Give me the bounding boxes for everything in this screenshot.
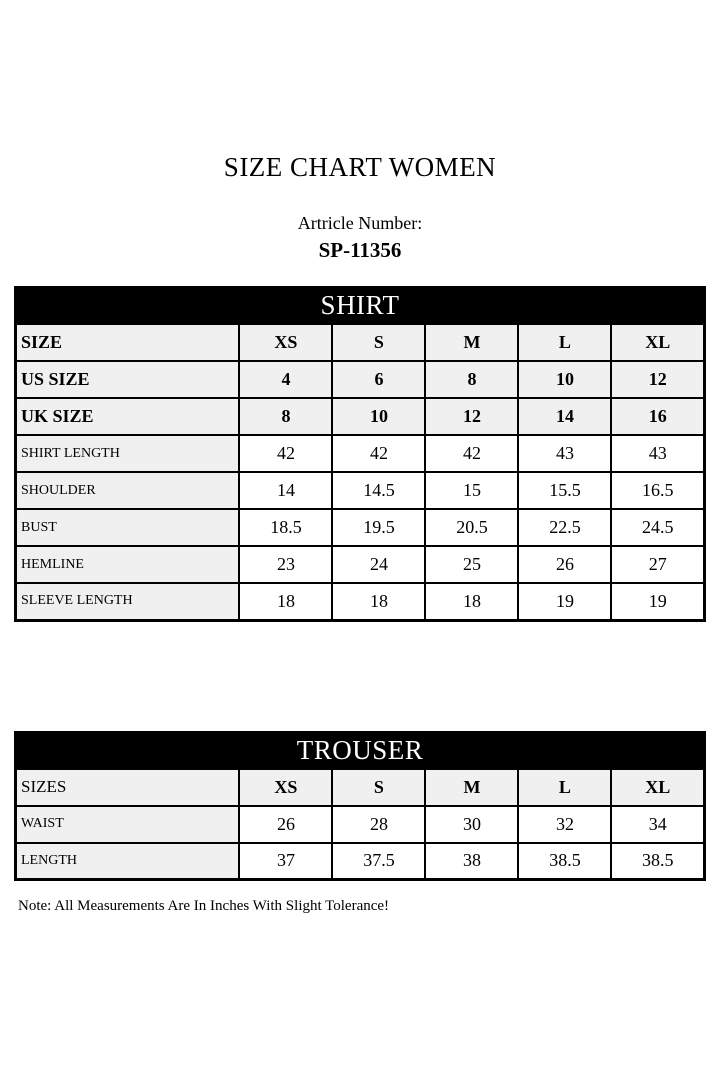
cell-value: S — [332, 769, 425, 806]
table-row — [16, 398, 705, 435]
cell-value: 12 — [425, 398, 518, 435]
cell-value: 18 — [239, 583, 332, 620]
row-label: WAIST — [16, 806, 240, 843]
cell-value: 15 — [425, 472, 518, 509]
shirt-size-table — [14, 286, 706, 622]
row-label: BUST — [16, 509, 240, 546]
cell-value: 38.5 — [611, 843, 704, 880]
cell-value: 10 — [332, 398, 425, 435]
cell-value: XS — [239, 324, 332, 361]
cell-value: 32 — [518, 806, 611, 843]
row-label: US SIZE — [16, 361, 240, 398]
cell-value: 6 — [332, 361, 425, 398]
row-label: UK SIZE — [16, 398, 240, 435]
cell-value: 19 — [518, 583, 611, 620]
row-label: SIZES — [16, 769, 240, 806]
cell-value: L — [518, 324, 611, 361]
cell-value: 43 — [611, 435, 704, 472]
cell-value: 24 — [332, 546, 425, 583]
table-title-row — [16, 287, 705, 324]
cell-value: 23 — [239, 546, 332, 583]
row-label: HEMLINE — [16, 546, 240, 583]
article-number-label: Artricle Number: — [297, 213, 423, 233]
table-row — [16, 546, 705, 583]
table-row — [16, 361, 705, 398]
table-row — [16, 769, 705, 806]
table-row — [16, 843, 705, 880]
cell-value: M — [425, 324, 518, 361]
cell-value: 38.5 — [518, 843, 611, 880]
page-title: SIZE CHART WOMEN — [223, 152, 497, 182]
cell-value: 14.5 — [332, 472, 425, 509]
cell-value: 37.5 — [332, 843, 425, 880]
cell-value: 16.5 — [611, 472, 704, 509]
cell-value: XL — [611, 769, 704, 806]
cell-value: 42 — [332, 435, 425, 472]
cell-value: 15.5 — [518, 472, 611, 509]
row-label: SLEEVE LENGTH — [16, 583, 240, 620]
cell-value: 24.5 — [611, 509, 704, 546]
cell-value: 4 — [239, 361, 332, 398]
table-title-row — [16, 732, 705, 769]
table-row — [16, 583, 705, 620]
trouser-size-table — [14, 731, 706, 882]
cell-value: 14 — [518, 398, 611, 435]
cell-value: 42 — [239, 435, 332, 472]
cell-value: 30 — [425, 806, 518, 843]
trouser-table-title: TROUSER — [16, 732, 705, 769]
table-row — [16, 472, 705, 509]
cell-value: 22.5 — [518, 509, 611, 546]
cell-value: M — [425, 769, 518, 806]
article-number-value: SP-11356 — [318, 238, 402, 262]
cell-value: 27 — [611, 546, 704, 583]
row-label: SIZE — [16, 324, 240, 361]
cell-value: 18.5 — [239, 509, 332, 546]
cell-value: 34 — [611, 806, 704, 843]
cell-value: 20.5 — [425, 509, 518, 546]
cell-value: 26 — [239, 806, 332, 843]
cell-value: 25 — [425, 546, 518, 583]
cell-value: 16 — [611, 398, 704, 435]
cell-value: S — [332, 324, 425, 361]
cell-value: 28 — [332, 806, 425, 843]
shirt-table-title: SHIRT — [16, 287, 705, 324]
cell-value: XS — [239, 769, 332, 806]
cell-value: 19.5 — [332, 509, 425, 546]
table-row — [16, 509, 705, 546]
cell-value: L — [518, 769, 611, 806]
cell-value: 14 — [239, 472, 332, 509]
cell-value: 37 — [239, 843, 332, 880]
cell-value: XL — [611, 324, 704, 361]
cell-value: 8 — [239, 398, 332, 435]
cell-value: 18 — [425, 583, 518, 620]
row-label: SHOULDER — [16, 472, 240, 509]
cell-value: 12 — [611, 361, 704, 398]
cell-value: 38 — [425, 843, 518, 880]
row-label: LENGTH — [16, 843, 240, 880]
cell-value: 43 — [518, 435, 611, 472]
cell-value: 26 — [518, 546, 611, 583]
table-row — [16, 324, 705, 361]
table-row — [16, 806, 705, 843]
table-row — [16, 435, 705, 472]
measurement-note: Note: All Measurements Are In Inches With Slight Tolerance! — [18, 898, 390, 914]
cell-value: 8 — [425, 361, 518, 398]
cell-value: 19 — [611, 583, 704, 620]
cell-value: 42 — [425, 435, 518, 472]
cell-value: 18 — [332, 583, 425, 620]
cell-value: 10 — [518, 361, 611, 398]
row-label: SHIRT LENGTH — [16, 435, 240, 472]
